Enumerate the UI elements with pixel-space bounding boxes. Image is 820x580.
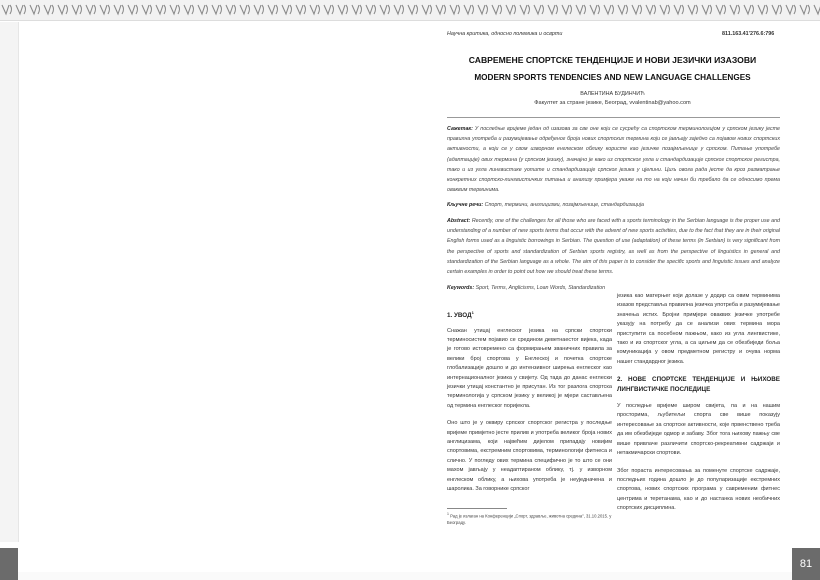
right-paragraph-1: језика као матерњег који долазе у додир са овим терминима изазов представља правилна језичка употреба и разумијевање значења истих. Бројни примјери оваквих језичке употребе указују на потребу да се анализи ових термина мора приступити са посебном пажњом, како из угла лингвистике, тако и из спортског угла, а са циљем да се обезбиједи боља комуникација у овом предметном регистру и очува норма нашег стандардног језика. (617, 293, 780, 365)
footnote (447, 511, 612, 526)
title-divider (447, 117, 780, 118)
abstract-label: Abstract: (447, 218, 471, 224)
ornament-pattern-icon (0, 0, 820, 20)
summary-block (447, 124, 780, 195)
decorative-header-band (0, 0, 820, 21)
keywords-serbian-label: Кључне речи: (447, 202, 484, 208)
abstract-block (447, 216, 780, 277)
section-heading-intro: 1. УВОД$^1$ (447, 310, 474, 320)
keywords-serbian-text: Спорт, термини, англицизми, позајмљенице, стандардизација (484, 202, 644, 208)
footnote-text: Рад је излаган на Конференцији „Спорт, здравље, животна средина", 31.10.2015. у Београду. (447, 513, 612, 526)
left-paragraph-2: Оно што је у оквиру српског спортског регистра у последње вријеме примјетно јесте прилив и употреба великог броја нових англицизама, који највећим дијелом припадају новијим спортовима, екстремним спортовима, терминологији фитнеса и слично. У погледу ових термина специфично је то што се они махом јављају у неадаптираном облику, тј. у изворном енглеском облику, а њихова употреба је неуједначена и шаролика. За говорнике српског (447, 420, 612, 492)
section-heading-trends: 2. НОВЕ СПОРТСКЕ ТЕНДЕНЦИЈЕ И ЊИХОВЕ ЛИНГВИСТИЧКЕ ПОСЛЕДИЦЕ (617, 376, 780, 393)
keywords-english-text: Sport, Terms, Anglicisms, Loan Words, Standardization (475, 285, 606, 291)
udc-code: 811.163.41'276.6:796 (722, 31, 775, 37)
keywords-serbian (447, 200, 780, 210)
keywords-english-label: Keywords: (447, 285, 475, 291)
right-paragraph-3: Због пораста интересовања за поменуте спортске садржаје, последњих година дошло је до популаризације екстремних спортова, нових спортских програма у савременим фитнес центрима и теретанама, као и до настанка нових необичних спортских дисциплина. (617, 467, 780, 512)
author-affiliation: Факултет за стране језике, Београд, vvalentinab@yahoo.com (534, 100, 691, 106)
left-column (447, 308, 612, 502)
running-header-section: Научна критика, односно полемика и осврти (447, 31, 563, 37)
bottom-strip (18, 572, 792, 580)
bottom-left-block (0, 548, 18, 580)
article-title-serbian: САВРЕМЕНЕ СПОРТСКЕ ТЕНДЕНЦИЈЕ И НОВИ ЈЕЗИЧКИ ИЗАЗОВИ (468, 55, 757, 65)
right-paragraph-2: У последње вријеме широм свијета, па и на нашим просторима, љубитељи спорта све више показују интересовање за спортске активности, које првенствено треба да им обезбиједе одмор и забаву. Због тога њихову пажњу све више привлаче различити спортско-рекреативни садржаји и нетакмичарски спортови. (617, 403, 780, 457)
right-column (617, 292, 780, 522)
page-number: 81 (792, 548, 820, 580)
left-paragraph-1: Снажан утицај енглеског језика на српски спортски терминосистем појавио се средином деветнаестог вијека, када је готово истовремено са формирањем званичних правила за велики број спортова у Енглеској и почетка спортске глобализације дошло и до интензивног ширења енглеског као интернационалног језика у свијету. Од тада до данас енглески језички утицај константно је присутан. Из тог разлога спортска терминологија у српском језику у великој је мјери састављена од термина енглеског поријекла. (447, 327, 612, 409)
footnote-number: 1 (447, 512, 449, 516)
author-name: ВАЛЕНТИНА БУДИНЧИЋ (580, 91, 645, 97)
left-margin-strip (0, 22, 19, 542)
summary-text: У последње вријеме један од изазова за све оне који се сусрећу са спортском терминологијом у српском језику јесте правилна употреба и разумијевање одређеног броја нових спортских термина који се јављају заједно са појавом нових спортских активности, а који се у свом изворном енглеском облику користе као језичке позајмљенице у српском. Питање употребе (адаптације) ових термина (у српском језику), значајно је како из спортског угла и стандардизације српског спортског регистра, тако и из угла лингвистике уопште и стандардизације српског језика у цјелини. Циљ овога рада јесте да кроз разматрање конкретних спортско-лингвистичких питања и анализу примјера укаже на то на који начин би требало да се односимо према оваквим терминима. (447, 126, 780, 194)
footnote-divider (447, 508, 507, 509)
summary-label: Сажетак: (447, 126, 473, 132)
article-title-english: MODERN SPORTS TENDENCIES AND NEW LANGUAGE CHALLENGES (474, 73, 751, 82)
abstract-text: Recently, one of the challenges for all those who are faced with a sports terminology in the Serbian language is the proper use and understanding of a number of new sports terms that occur with the advent of new sports activities, due to the fact that they are in their original English forms used as a linguistic borrowings in Serbian. The question of use (adaptation) of these terms (in Serbian) is very significant from the perspective of sports and standardization of Serbian sports registry, as well as from the perspective of linguistics in general and standardization of the Serbian language as a whole. The aim of this paper is to consider the specific sports and linguistic issues and analyze certain examples in order to point out how we should treat these terms. (447, 218, 780, 276)
